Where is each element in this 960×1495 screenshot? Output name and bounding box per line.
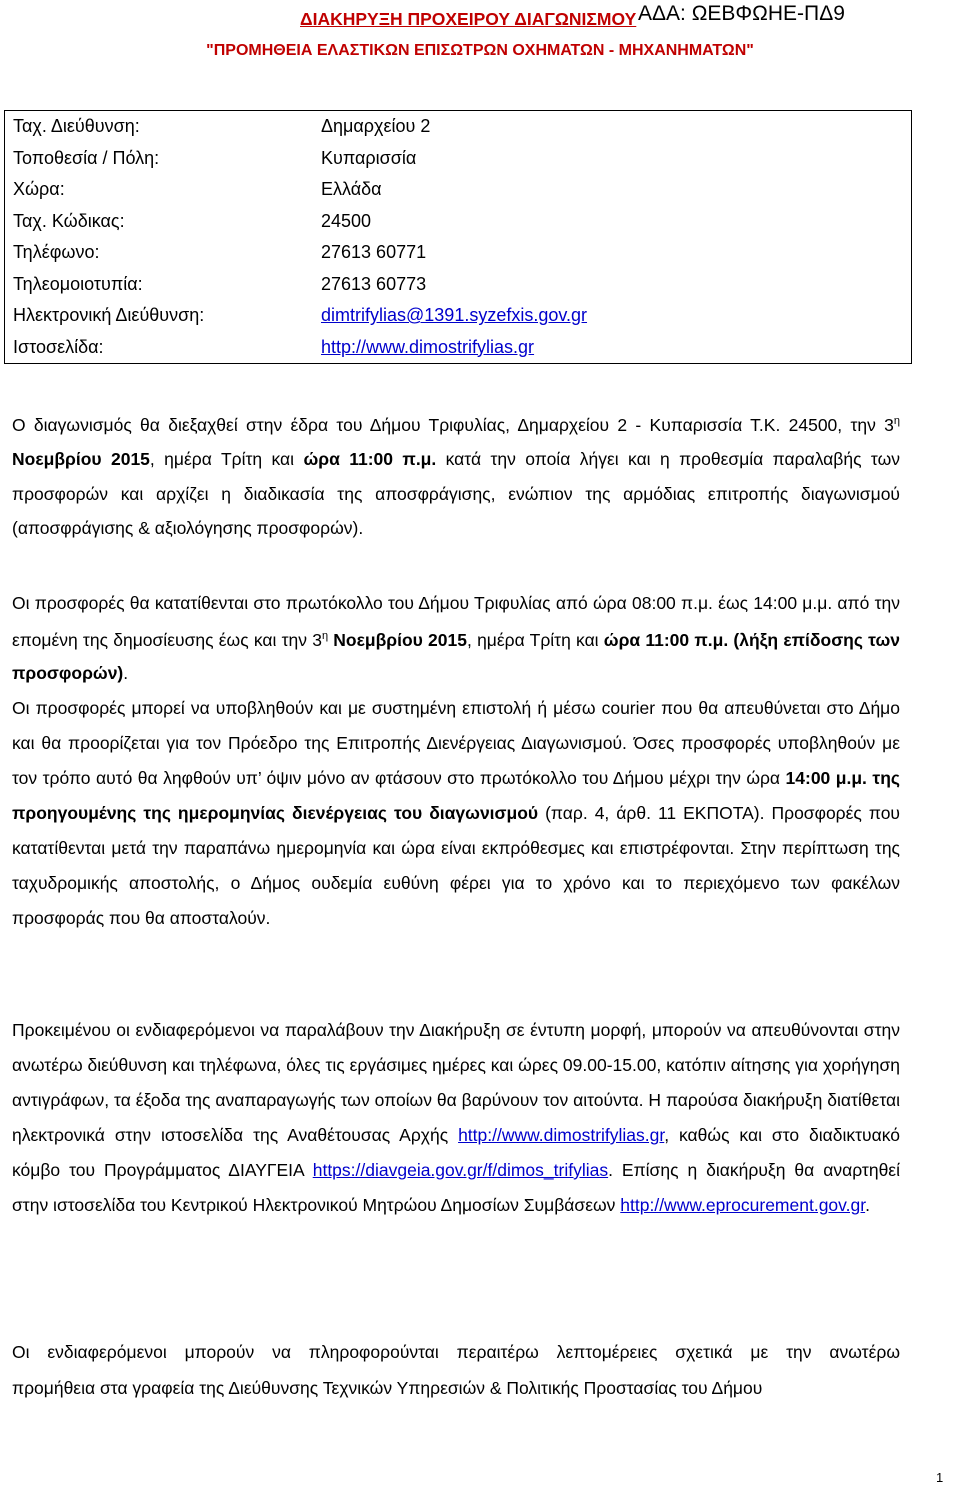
table-row: [5, 206, 912, 238]
paragraph-info-line-1: Οι ενδιαφερόμενοι μπορούν να πληροφορούνται περαιτέρω λεπτομέρειες σχετικά με την ανωτέρω: [12, 1342, 900, 1362]
text: Οι προσφορές μπορεί να υποβληθούν και με συστημένη επιστολή ή μέσω courier που θα απευθύνεται στο Δήμο και θα προορίζεται για τον Πρόεδρο της Επιτροπής Διενέργειας Διαγωνισμού. Όσες προσφορές υποβληθούν με τον τρόπο αυτό θα ληφθούν υπ’ όψιν μόνο αν φτάσουν στο πρωτόκολλο του Δήμου μέχρι την ώρα: [12, 698, 900, 788]
paragraph-courier: [12, 691, 900, 936]
text: , ημέρα Τρίτη και: [149, 449, 304, 470]
paragraph-availability: [12, 1013, 900, 1223]
date-bold: Νοεμβρίου 2015: [12, 449, 150, 470]
paragraph-info-line-2: προμήθεια στα γραφεία της Διεύθυνσης Τεχνικών Υπηρεσιών & Πολιτικής Προστασίας του Δήμου: [12, 1378, 763, 1398]
row-value: Ελλάδα: [321, 179, 382, 200]
header-title: ΔΙΑΚΗΡΥΞΗ ΠΡΟΧΕΙΡΟΥ ΔΙΑΓΩΝΙΣΜΟΥ: [300, 9, 637, 29]
row-label: Ηλεκτρονική Διεύθυνση:: [13, 305, 205, 326]
text: (παρ. 4, άρθ. 11 ΕΚΠΟΤΑ). Προσφορές που κατατίθενται μετά την παραπάνω ημερομηνία και ώρα είναι εκπρόθεσμες και επιστρέφονται. Στην περίπτωση της ταχυδρομικής αποστολής, ο Δήμος ουδεμία ευθύνη φέρει για το χρόνο και το περιεχόμενο των φακέλων προσφοράς που θα αποσταλούν.: [12, 803, 900, 928]
row-value: 24500: [321, 210, 372, 231]
text: Οι προσφορές θα κατατίθενται στο πρωτόκολλο του Δήμου Τριφυλίας από ώρα 08:00 π.μ. έως 14:00 μ.μ. από την επομένη της δημοσίευσης έως και την 3: [12, 593, 900, 650]
text: , ημέρα Τρίτη και: [467, 629, 604, 650]
row-label: Ταχ. Διεύθυνση:: [13, 116, 140, 137]
table-row: [5, 174, 912, 206]
row-label: Τηλέφωνο:: [13, 242, 100, 263]
contact-info-table: [4, 110, 912, 364]
deadline-bold: ώρα 11:00 π.μ. (λήξη επίδοσης των προσφορών): [12, 629, 900, 683]
text: . Επίσης η διακήρυξη θα αναρτηθεί στην ιστοσελίδα του Κεντρικού Ηλεκτρονικού Μητρώου Δημοσίων Συμβάσεων: [12, 1160, 900, 1215]
table-row: [5, 237, 912, 269]
date-bold: Νοεμβρίου 2015: [328, 629, 467, 650]
row-label: Τηλεομοιοτυπία:: [13, 273, 143, 294]
superscript: η: [321, 630, 329, 642]
row-label: Ταχ. Κώδικας:: [13, 210, 125, 231]
diavgeia-link[interactable]: https://diavgeia.gov.gr/f/dimos_trifylias: [312, 1160, 609, 1180]
time-bold: ώρα 11:00 π.μ.: [303, 449, 437, 470]
row-value: 27613 60771: [321, 242, 427, 263]
row-label: Τοποθεσία / Πόλη:: [13, 147, 160, 168]
text: κατά την οποία λήγει και η προθεσμία παραλαβής των προσφορών και αρχίζει η διαδικασία της αποσφράγισης, ενώπιον της αρμόδιας επιτροπής διαγωνισμού (αποσφράγισης & αξιολόγησης προσφορών).: [12, 449, 900, 539]
table-row: [5, 332, 912, 364]
ada-code: ΑΔΑ: ΩΕΒΦΩΗΕ-ΠΔ9: [638, 2, 845, 25]
website-link[interactable]: http://www.dimostrifylias.gr: [458, 1125, 665, 1145]
row-label: Χώρα:: [13, 179, 65, 200]
email-link[interactable]: dimtrifylias@1391.syzefxis.gov.gr: [321, 305, 588, 326]
table-row: [5, 143, 912, 175]
header-subtitle: "ΠΡΟΜΗΘΕΙΑ ΕΛΑΣΤΙΚΩΝ ΕΠΙΣΩΤΡΩΝ ΟΧΗΜΑΤΩΝ - ΜΗΧΑΝΗΜΑΤΩΝ": [206, 42, 754, 59]
row-value: 27613 60773: [321, 273, 427, 294]
paragraph-session: [12, 404, 900, 546]
eprocurement-link[interactable]: http://www.eprocurement.gov.gr: [620, 1195, 866, 1215]
text: .: [123, 662, 129, 683]
superscript: η: [893, 415, 900, 427]
text: Ο διαγωνισμός θα διεξαχθεί στην έδρα του Δήμου Τριφυλίας, Δημαρχείου 2 - Κυπαρισσία Τ.Κ. 24500, την 3: [12, 414, 894, 435]
text: Προκειμένου οι ενδιαφερόμενοι να παραλάβουν την Διακήρυξη σε έντυπη μορφή, μπορούν να απευθύνονται στην ανωτέρω διεύθυνση και τηλέφωνα, όλες τις εργάσιμες ημέρες και ώρες 09.00-15.00, κατόπιν αίτησης για χορήγηση αντιγράφων, τα έξοδα της αναπαραγωγής των οποίων θα βαρύνουν τον αιτούντα. Η παρούσα διακήρυξη διατίθεται ηλεκτρονικά στην ιστοσελίδα της Αναθέτουσας Αρχής: [12, 1020, 900, 1145]
paragraph-submission-hours: [12, 587, 900, 690]
text: .: [865, 1195, 870, 1215]
website-link[interactable]: http://www.dimostrifylias.gr: [321, 336, 535, 357]
time-bold: 14:00 μ.μ.: [785, 768, 867, 788]
deadline-bold: της προηγουμένης της ημερομηνίας διενέργειας του διαγωνισμού: [12, 768, 900, 823]
page-number: 1: [936, 1470, 944, 1485]
row-value: Δημαρχείου 2: [321, 116, 431, 137]
table-row: [5, 111, 912, 143]
text: , καθώς και στο διαδικτυακό κόμβο του Προγράμματος ΔΙΑΥΓΕΙΑ: [12, 1125, 901, 1180]
table-row: [5, 300, 912, 332]
row-value: Κυπαρισσία: [321, 147, 417, 168]
row-label: Ιστοσελίδα:: [13, 336, 104, 357]
table-row: [5, 269, 912, 301]
